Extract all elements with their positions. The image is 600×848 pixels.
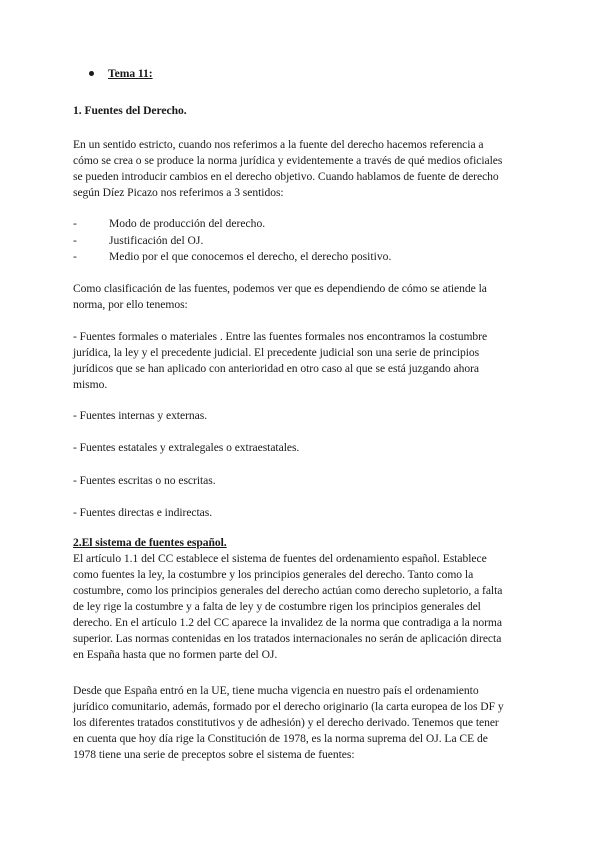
paragraph-line: como fuentes la ley, la costumbre y los principios generales del derecho. Tanto como la xyxy=(73,568,474,581)
section2-heading: 2.El sistema de fuentes español. xyxy=(73,536,227,549)
paragraph-line: se pueden introducir cambios en el derecho objetivo. Cuando hablamos de fuente de derecho xyxy=(73,170,499,183)
paragraph-line: El artículo 1.1 del CC establece el sistema de fuentes del ordenamiento español. Establece xyxy=(73,552,487,565)
list-item: Modo de producción del derecho. xyxy=(109,217,266,230)
paragraph-line: - Fuentes directas e indirectas. xyxy=(73,506,213,519)
paragraph-line: de ley rige la costumbre y a falta de ley y de costumbre rigen los principios generales del xyxy=(73,600,481,613)
paragraph-line: según Díez Picazo nos referimos a 3 sentidos: xyxy=(73,186,284,199)
paragraph-line: derecho. En el artículo 1.2 del CC aparece la invalidez de la norma que contradiga a la norma xyxy=(73,616,502,629)
paragraph-line: - Fuentes internas y externas. xyxy=(73,409,208,422)
section1-heading: 1. Fuentes del Derecho. xyxy=(73,104,187,117)
list-item: Medio por el que conocemos el derecho, el derecho positivo. xyxy=(109,250,392,263)
paragraph-line: - Fuentes estatales y extralegales o extraestatales. xyxy=(73,441,300,454)
paragraph-line: superior. Las normas contenidas en los tratados internacionales no serán de aplicación directa xyxy=(73,632,502,645)
paragraph-line: En un sentido estricto, cuando nos referimos a la fuente del derecho hacemos referencia a xyxy=(73,138,484,151)
paragraph-line: en cuenta que hoy día rige la Constitución de 1978, es la norma suprema del OJ. La CE de xyxy=(73,732,488,745)
list-item: Justificación del OJ. xyxy=(109,234,204,247)
paragraph-line: Desde que España entró en la UE, tiene mucha vigencia en nuestro país el ordenamiento xyxy=(73,684,479,697)
paragraph-line: los diferentes tratados constitutivos y de adhesión) y el derecho derivado. Tenemos que tener xyxy=(73,716,499,729)
paragraph-line: - Fuentes formales o materiales . Entre las fuentes formales nos encontramos la costumbre xyxy=(73,330,488,343)
paragraph-line: norma, por ello tenemos: xyxy=(73,298,188,311)
list-marker: - xyxy=(73,217,77,230)
paragraph-line: 1978 tiene una serie de preceptos sobre el sistema de fuentes: xyxy=(73,748,355,761)
paragraph-line: jurídica, la ley y el precedente judicial. El precedente judicial son una serie de principios xyxy=(73,346,480,359)
paragraph-line: jurídicos que se han aplicado con anterioridad en otro caso al que se está juzgando ahora xyxy=(73,362,480,375)
bullet-icon xyxy=(89,71,94,76)
paragraph-line: cómo se crea o se produce la norma jurídica y evidentemente a través de qué medios oficiales xyxy=(73,154,503,167)
list-marker: - xyxy=(73,234,77,247)
paragraph-line: costumbre, como los principios generales del derecho actúan como derecho supletorio, a falta xyxy=(73,584,503,597)
paragraph-line: Como clasificación de las fuentes, podemos ver que es dependiendo de cómo se atiende la xyxy=(73,282,487,295)
paragraph-line: mismo. xyxy=(73,378,108,391)
paragraph-line: - Fuentes escritas o no escritas. xyxy=(73,474,216,487)
list-marker: - xyxy=(73,250,77,263)
paragraph-line: jurídico comunitario, además, formado por el derecho originario (la carta europea de los DF y xyxy=(73,700,504,713)
paragraph-line: en España hasta que no formen parte del OJ. xyxy=(73,648,278,661)
tema-label: Tema 11: xyxy=(108,67,153,80)
